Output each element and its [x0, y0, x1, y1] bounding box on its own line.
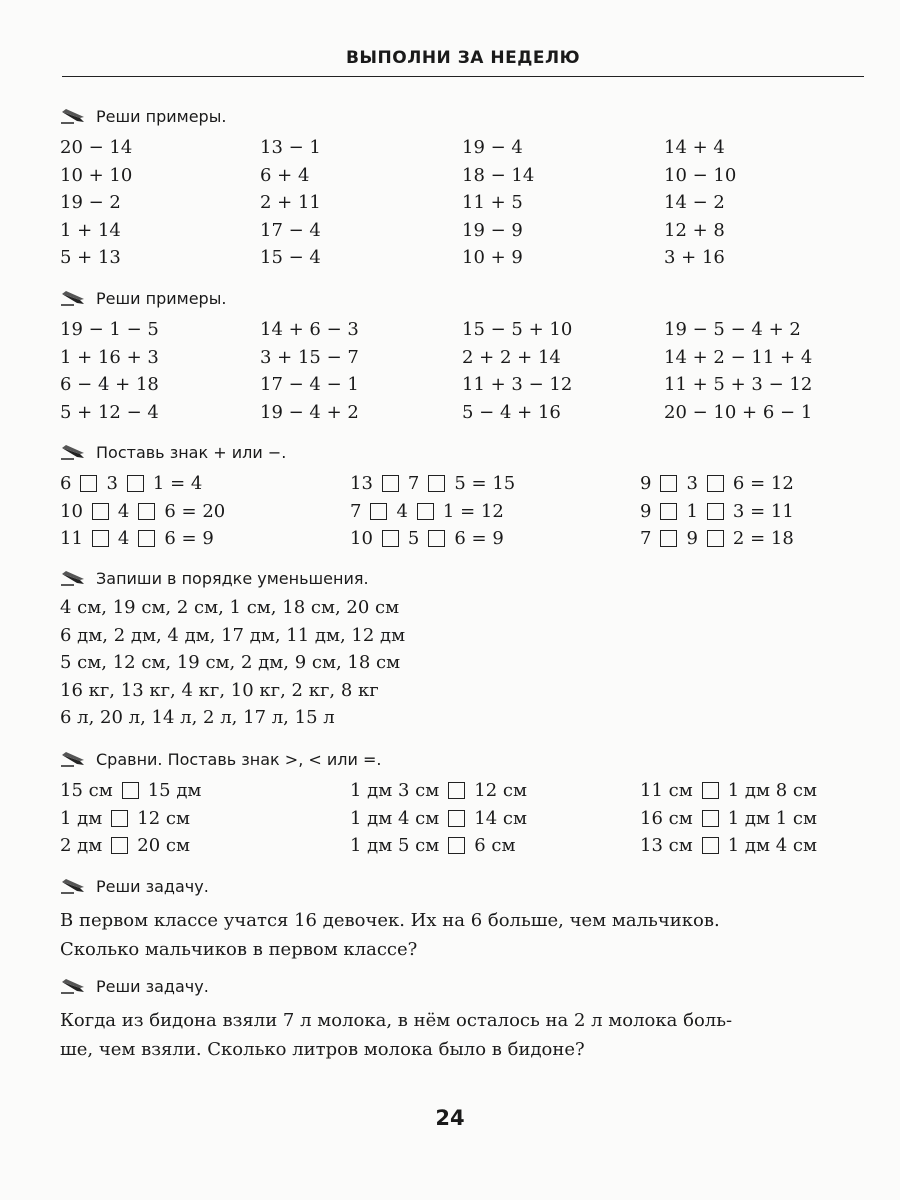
right-value: 12 см: [137, 807, 190, 829]
answer-box[interactable]: [660, 503, 677, 520]
answer-box[interactable]: [92, 530, 109, 547]
task-text-2: [60, 1006, 870, 1064]
result: 6 = 12: [732, 473, 794, 494]
example: 17 − 4 − 1: [260, 374, 359, 395]
instruction-text: Запиши в порядке уменьшения.: [96, 568, 369, 588]
right-value: 6 см: [474, 835, 516, 856]
instruction-4: [60, 566, 870, 590]
order-line: 4 см, 19 см, 2 см, 1 см, 18 см, 20 см: [60, 597, 400, 618]
answer-box[interactable]: [660, 530, 677, 547]
operand: 9: [640, 500, 652, 522]
answer-box[interactable]: [448, 810, 465, 827]
operand: 4: [117, 528, 130, 549]
result: 6 = 9: [164, 528, 214, 549]
sign-item: [60, 470, 350, 498]
answer-box[interactable]: [417, 503, 434, 520]
right-value: 12 см: [474, 780, 527, 801]
order-line: 6 дм, 2 дм, 4 дм, 17 дм, 11 дм, 12 дм: [60, 624, 406, 646]
operand: 9: [686, 528, 698, 549]
pencil-icon: [60, 751, 88, 767]
example: 5 + 12 − 4: [60, 401, 159, 423]
answer-box[interactable]: [660, 475, 677, 492]
answer-box[interactable]: [111, 837, 128, 854]
example: 19 − 2: [60, 192, 121, 213]
example: 10 + 10: [60, 164, 133, 186]
right-value: 14 см: [474, 807, 527, 829]
compare-item: [350, 832, 640, 860]
operand: 13: [350, 473, 373, 494]
compare-item: [350, 805, 640, 833]
result: 6 = 20: [164, 500, 226, 522]
answer-box[interactable]: [448, 837, 465, 854]
answer-box[interactable]: [138, 530, 155, 547]
right-value: 1 дм 8 см: [727, 780, 817, 801]
answer-box[interactable]: [127, 475, 144, 492]
pencil-icon: [60, 570, 88, 586]
answer-box[interactable]: [138, 503, 155, 520]
example: 14 + 2 − 11 + 4: [664, 346, 813, 368]
instruction-text: Сравни. Поставь знак >, < или =.: [96, 749, 382, 769]
order-line: 16 кг, 13 кг, 4 кг, 10 кг, 2 кг, 8 кг: [60, 679, 379, 701]
operand: 9: [640, 473, 652, 494]
answer-box[interactable]: [370, 503, 387, 520]
compare-item: [640, 777, 870, 805]
compare-item: [640, 832, 870, 860]
left-value: 2 дм: [60, 835, 103, 856]
result: 3 = 11: [732, 500, 794, 522]
operand: 1: [686, 500, 698, 522]
instruction-3: [60, 440, 870, 464]
answer-box[interactable]: [111, 810, 128, 827]
example: 19 − 9: [462, 219, 523, 241]
example: 3 + 16: [664, 247, 725, 268]
instruction-text: Реши задачу.: [96, 976, 209, 996]
order-line: 5 см, 12 см, 19 см, 2 дм, 9 см, 18 см: [60, 652, 401, 673]
instruction-text: Поставь знак + или −.: [96, 442, 287, 462]
answer-box[interactable]: [707, 475, 724, 492]
sign-item: [640, 525, 870, 553]
task-line: В первом классе учатся 16 девочек. Их на 6 больше, чем мальчиков.: [60, 910, 720, 931]
instruction-text: Реши примеры.: [96, 288, 227, 308]
operand: 10: [60, 500, 83, 522]
example: 12 + 8: [664, 219, 725, 241]
pencil-icon: [60, 878, 88, 894]
example: 20 − 14: [60, 137, 133, 158]
answer-box[interactable]: [707, 503, 724, 520]
example: 20 − 10 + 6 − 1: [664, 401, 813, 423]
section-4: [60, 566, 870, 732]
left-value: 13 см: [640, 835, 693, 856]
order-list: [60, 594, 870, 732]
left-value: 1 дм 4 см: [350, 807, 440, 829]
compare-grid: [60, 777, 870, 860]
header-rule: [62, 76, 864, 77]
section-6: [60, 874, 870, 964]
example: 10 + 9: [462, 247, 523, 268]
pencil-icon: [60, 108, 88, 124]
left-value: 11 см: [640, 780, 693, 801]
page-header: ВЫПОЛНИ ЗА НЕДЕЛЮ: [345, 48, 581, 68]
example: 13 − 1: [260, 137, 321, 158]
answer-box[interactable]: [80, 475, 97, 492]
compare-item: [640, 805, 870, 833]
answer-box[interactable]: [382, 530, 399, 547]
page-number: 24: [435, 1106, 465, 1130]
instruction-7: [60, 974, 870, 998]
result: 1 = 12: [442, 500, 504, 522]
order-line: 6 л, 20 л, 14 л, 2 л, 17 л, 15 л: [60, 707, 335, 728]
sign-item: [350, 470, 640, 498]
example: 3 + 15 − 7: [260, 346, 359, 368]
instruction-6: [60, 874, 870, 898]
answer-box[interactable]: [382, 475, 399, 492]
operand: 3: [106, 473, 118, 494]
right-value: 1 дм 4 см: [727, 835, 817, 856]
example: 5 − 4 + 16: [462, 401, 561, 423]
compare-item: [350, 777, 640, 805]
answer-box[interactable]: [702, 810, 719, 827]
example: 11 + 3 − 12: [462, 374, 573, 395]
example: 18 − 14: [462, 164, 535, 186]
section-3: [60, 440, 870, 553]
sign-item: [350, 498, 640, 526]
operand: 4: [396, 500, 408, 522]
example: 10 − 10: [664, 164, 737, 186]
example: 19 − 5 − 4 + 2: [664, 319, 801, 340]
result: 6 = 9: [454, 528, 504, 549]
example: 2 + 2 + 14: [462, 346, 561, 368]
sign-item: [60, 525, 350, 553]
sign-item: [640, 470, 870, 498]
example: 5 + 13: [60, 247, 121, 268]
pencil-icon: [60, 978, 88, 994]
signs-grid: [60, 470, 870, 553]
answer-box[interactable]: [707, 530, 724, 547]
operand: 7: [640, 528, 652, 549]
answer-box[interactable]: [428, 530, 445, 547]
instruction-2: [60, 286, 870, 310]
sign-item: [350, 525, 640, 553]
result: 1 = 4: [152, 473, 203, 494]
result: 2 = 18: [732, 528, 794, 549]
example: 19 − 4: [462, 137, 523, 158]
instruction-text: Реши задачу.: [96, 876, 209, 896]
example: 14 + 4: [664, 137, 725, 158]
right-value: 1 дм 1 см: [727, 807, 817, 829]
operand: 11: [60, 528, 83, 549]
task-line: Когда из бидона взяли 7 л молока, в нём осталось на 2 л молока боль-: [60, 1010, 733, 1031]
compare-item: [60, 805, 350, 833]
operand: 7: [350, 500, 362, 522]
answer-box[interactable]: [122, 782, 139, 799]
task-text-1: [60, 906, 870, 964]
left-value: 16 см: [640, 807, 693, 829]
example: 19 − 1 − 5: [60, 319, 159, 340]
operand: 7: [407, 473, 420, 494]
example: 19 − 4 + 2: [260, 401, 359, 423]
instruction-5: [60, 747, 870, 771]
left-value: 1 дм 3 см: [350, 780, 440, 801]
left-value: 15 см: [60, 780, 113, 801]
answer-box[interactable]: [702, 837, 719, 854]
operand: 5: [407, 528, 420, 549]
answer-box[interactable]: [448, 782, 465, 799]
example: 1 + 14: [60, 219, 121, 241]
section-1: [60, 104, 870, 272]
left-value: 1 дм: [60, 807, 103, 829]
pencil-icon: [60, 290, 88, 306]
example: 15 − 4: [260, 247, 321, 268]
sign-item: [640, 498, 870, 526]
examples-grid-1: [60, 134, 870, 272]
section-7: [60, 974, 870, 1064]
compare-item: [60, 777, 350, 805]
task-line: ше, чем взяли. Сколько литров молока было в бидоне?: [60, 1039, 585, 1060]
result: 5 = 15: [454, 473, 516, 494]
section-5: [60, 747, 870, 860]
example: 14 + 6 − 3: [260, 319, 359, 340]
compare-item: [60, 832, 350, 860]
example: 6 − 4 + 18: [60, 374, 159, 395]
example: 15 − 5 + 10: [462, 319, 573, 340]
operand: 4: [117, 500, 130, 522]
answer-box[interactable]: [428, 475, 445, 492]
example: 14 − 2: [664, 192, 725, 213]
right-value: 15 дм: [147, 780, 202, 801]
sign-item: [60, 498, 350, 526]
example: 17 − 4: [260, 219, 321, 241]
instruction-1: [60, 104, 870, 128]
example: 1 + 16 + 3: [60, 346, 159, 368]
pencil-icon: [60, 444, 88, 460]
example: 11 + 5 + 3 − 12: [664, 374, 813, 395]
answer-box[interactable]: [92, 503, 109, 520]
operand: 10: [350, 528, 373, 549]
section-2: [60, 286, 870, 426]
left-value: 1 дм 5 см: [350, 835, 440, 856]
examples-grid-2: [60, 316, 870, 426]
example: 2 + 11: [260, 192, 321, 213]
task-line: Сколько мальчиков в первом классе?: [60, 939, 418, 960]
example: 11 + 5: [462, 192, 523, 213]
right-value: 20 см: [137, 835, 190, 856]
instruction-text: Реши примеры.: [96, 106, 227, 126]
answer-box[interactable]: [702, 782, 719, 799]
operand: 3: [686, 473, 698, 494]
example: 6 + 4: [260, 164, 310, 186]
operand: 6: [60, 473, 72, 494]
